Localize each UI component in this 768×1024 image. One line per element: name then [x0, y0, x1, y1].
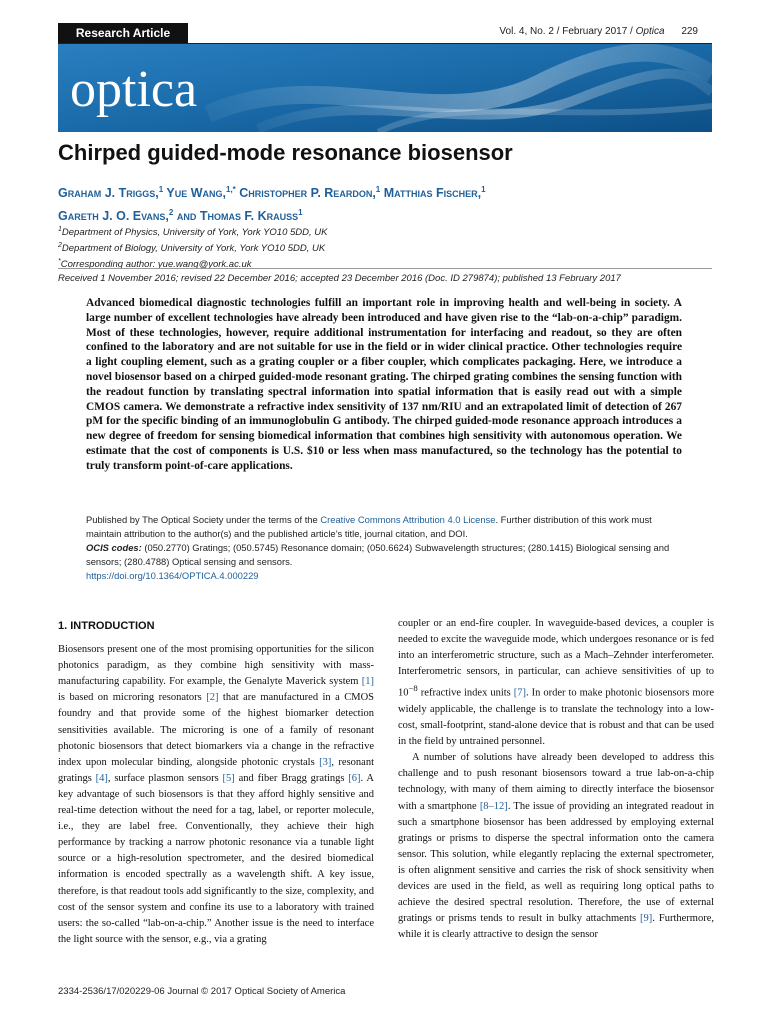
citation-link[interactable]: [1] — [361, 676, 374, 688]
ocis-codes: OCIS codes: (050.2770) Gratings; (050.5745) Resonance domain; (050.6624) Subwavelength structures; (280.1415) Biological sensing and sensors; (280.4788) Optical sensing and sensors. — [86, 542, 670, 567]
citation-link[interactable]: [9] — [640, 913, 653, 925]
banner-graphic — [58, 44, 712, 132]
section-heading: 1. INTRODUCTION — [58, 620, 155, 632]
license-block — [86, 513, 682, 583]
body-text: Biosensors present one of the most promising opportunities for the silicon photonics paradigm, as they combine high sensitivity with mass-manufacturing capability. For example, the Genalyte Maverick system — [58, 644, 374, 688]
license-link[interactable]: Creative Commons Attribution 4.0 License — [320, 514, 496, 525]
header-bar — [58, 23, 712, 44]
journal-logo: optica — [70, 61, 198, 118]
body-text: . A key advantage of such biosensors is that they afford highly sensitive and real-time detection without the need for a tag, label, or reporter molecule, i.e., they are label free. Conventionally, they achieve their high performance by tracking a narrow photonic resonance via a tunable light source or a high-resolution spectrometer, and the desired biomedical information is encoded spectrally as a wavelength shift. A key issue, therefore, is that readout tools add significantly to the size, complexity, and cost of the sensor system and confine its use to a laboratory with trained users: the so-called “lab-on-a-chip.” Another issue is the need to interface the light source with the sensor, e.g., via a grating — [58, 772, 374, 945]
body-text: and fiber Bragg gratings — [234, 772, 349, 784]
citation-link[interactable]: [6] — [348, 772, 361, 784]
citation-link[interactable]: [8–12] — [479, 800, 508, 812]
affiliation-line: $^1$Department of Physics, University of York, York YO10 5DD, UK — [58, 226, 328, 239]
citation-link[interactable]: [5] — [222, 772, 235, 784]
body-text: . Furthermore, while it is clearly attractive to design the sensor — [398, 913, 714, 941]
affiliation-line: $^2$Department of Biology, University of York, York YO10 5DD, UK — [58, 242, 326, 255]
corresponding-author: *Corresponding author: yue.wang@york.ac.uk — [58, 258, 252, 271]
author-name: Matthias Fischer,$^1$ — [380, 185, 486, 201]
citation-link[interactable]: [2] — [206, 692, 219, 704]
page-number: 229 — [681, 26, 698, 37]
received-dates: Received 1 November 2016; revised 22 December 2016; accepted 23 December 2016 (Doc. ID 279874); published 13 February 2017 — [58, 268, 712, 284]
author-name: Yue Wang,$^{1,*}$ — [163, 185, 236, 201]
license-text: Published by The Optical Society under the terms of the Creative Commons Attribution 4.0 License. Further distribution of this work must maintain attribution to the author(s) and the published article’s title, journal citation, and DOI. — [86, 514, 652, 539]
body-text: coupler or an end-fire coupler. In waveguide-based devices, a coupler is needed to excite the waveguide mode, which undergoes resonance or is fed into an interferometric structure, such as a Mach–Zehnder interferometer. Interferometric sensors, in particular, can achieve sensitivities of up to 10 — [398, 618, 714, 699]
intro-paragraph — [398, 616, 714, 750]
citation-link[interactable]: [3] — [319, 756, 332, 768]
volume-info: Vol. 4, No. 2 / February 2017 / — [499, 26, 633, 37]
body-text: , resonant gratings — [58, 756, 375, 784]
body-right-column — [398, 616, 714, 943]
author-list — [58, 180, 698, 226]
author-name: Gareth J. O. Evans,$^2$ — [58, 208, 174, 224]
page-footer: 2334-2536/17/020229-06 Journal © 2017 Optical Society of America — [58, 986, 346, 997]
paper-title: Chirped guided-mode resonance biosensor — [58, 140, 513, 165]
body-text: . In order to make photonic biosensors more widely applicable, the challenge is to translate the technology into a low-cost, small-footprint, stand-alone device that is robust and that can be used in the field by untrained personnel. — [398, 687, 714, 748]
body-text: is based on microring resonators — [58, 692, 207, 704]
section-badge: Research Article — [58, 23, 188, 43]
body-text: , surface plasmon sensors — [107, 772, 223, 784]
journal-info — [499, 26, 698, 37]
intro-paragraph — [398, 750, 714, 943]
body-text: that are manufactured in a CMOS foundry and that provide some of the highest biomarker detection sensitivities available. The microring is one of a family of resonant photonic biosensors that detect biomarkers via a change in the refractive index upon molecular binding, alongside photonic crystals — [58, 692, 374, 768]
citation-link[interactable]: [4] — [95, 772, 108, 784]
body-text: refractive index units — [417, 687, 514, 699]
citation-link[interactable]: [7] — [513, 687, 526, 699]
intro-paragraph — [58, 642, 374, 948]
body-text: A number of solutions have already been developed to address this challenge and to push resonant biosensors toward a true lab-on-a-chip technology, with many of them aiming to directly interface the biosensor with a smartphone — [398, 752, 714, 812]
author-name: Graham J. Triggs,$^1$ — [58, 185, 164, 201]
superscript: −8 — [408, 683, 418, 694]
author-name: Christopher P. Reardon,$^1$ — [235, 185, 381, 201]
body-left-column — [58, 616, 374, 948]
affiliations — [58, 223, 698, 271]
author-name: and Thomas F. Krauss$^1$ — [173, 208, 303, 224]
journal-name: Optica — [635, 26, 665, 37]
journal-banner — [58, 44, 712, 132]
body-text: . The issue of providing an integrated readout in such a smartphone biosensor has been addressed by employing external gratings or prisms to disperse the spectral information onto the camera sensor. This solution, while elegantly replacing the external spectrometer, is often alignment sensitive and carries the risk of shock sensitivity when devices are used in the field, as well as requiring long optical paths to achieve the desired spectral resolution. Therefore, the use of external gratings or prisms tends to result in bulky attachments — [398, 800, 714, 925]
abstract: Advanced biomedical diagnostic technologies fulfill an important role in improving health and well-being in society. A large number of excellent technologies have already been introduced and have given rise to the “lab-on-a-chip” paradigm. Most of these technologies, however, require additional instrumentation for interfacing and readout, so they are often confined to the laboratory and are not suitable for use in the field or in wider clinical practice. Other technologies require a light coupling element, such as a grating coupler or a fiber coupler, which complicates packaging. Here, we introduce a novel biosensor based on a chirped guided-mode resonant grating. The chirped grating combines the sensing function with the readout function by translating spectral information into spatial information that is easily read out with a simple CMOS camera. We demonstrate a refractive index sensitivity of 137 nm/RIU and an extrapolated limit of detection of 267 pM for the specific binding of an immunoglobulin G antibody. The chirped guided-mode resonance approach introduces a new degree of freedom for sensing biomedical information that combines high sensitivity with autonomous operation. We estimate that the cost of components is U.S. $10 or less when mass manufactured, so the technology has the potential to truly transform point-of-care applications. — [86, 297, 682, 472]
doi-link[interactable]: https://doi.org/10.1364/OPTICA.4.000229 — [86, 570, 259, 581]
